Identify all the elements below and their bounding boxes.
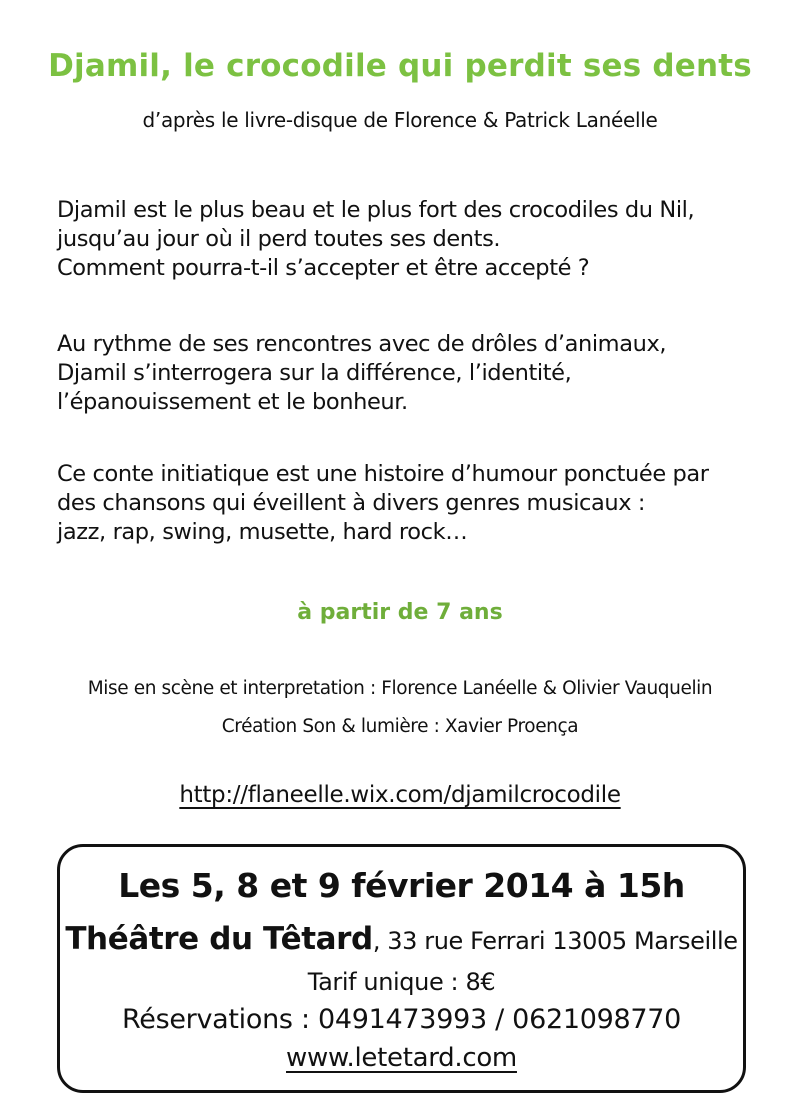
paragraph-line: Au rythme de ses rencontres avec de drôles d’animaux, <box>57 331 667 357</box>
paragraph-line: Ce conte initiatique est une histoire d’humour ponctuée par <box>57 461 709 487</box>
paragraph-line: jusqu’au jour où il perd toutes ses dents. <box>57 226 501 252</box>
event-dates: Les 5, 8 et 9 février 2014 à 15h <box>118 866 685 905</box>
paragraph-line: Comment pourra-t-il s’accepter et être accepté ? <box>57 255 590 281</box>
event-website-line <box>57 1043 746 1073</box>
venue-address: , 33 rue Ferrari 13005 Marseille <box>372 927 738 955</box>
show-subtitle: d’après le livre-disque de Florence & Patrick Lanéelle <box>142 108 658 132</box>
paragraph-line: Djamil est le plus beau et le plus fort des crocodiles du Nil, <box>57 197 695 223</box>
paragraph-line: l’épanouissement et le bonheur. <box>57 389 408 415</box>
credit-mise-en-scene: Mise en scène et interpretation : Florence Lanéelle & Olivier Vauquelin <box>87 678 713 699</box>
venue-name: Théâtre du Têtard <box>65 921 373 957</box>
event-tarif: Tarif unique : 8€ <box>307 968 496 996</box>
event-info-content <box>57 0 746 1120</box>
event-venue <box>57 921 746 957</box>
paragraph-line: Djamil s’interrogera sur la différence, l’identité, <box>57 360 572 386</box>
age-recommendation: à partir de 7 ans <box>297 600 503 625</box>
show-title: Djamil, le crocodile qui perdit ses dents <box>48 48 752 84</box>
paragraph-line: jazz, rap, swing, musette, hard rock… <box>57 519 468 545</box>
event-website-link[interactable]: www.letetard.com <box>286 1043 517 1073</box>
credit-creation: Création Son & lumière : Xavier Proença <box>221 716 579 737</box>
event-reservations: Réservations : 0491473993 / 0621098770 <box>122 1004 681 1035</box>
show-url-link[interactable]: http://flaneelle.wix.com/djamilcrocodile <box>179 782 621 808</box>
paragraph-line: des chansons qui éveillent à divers genres musicaux : <box>57 490 646 516</box>
